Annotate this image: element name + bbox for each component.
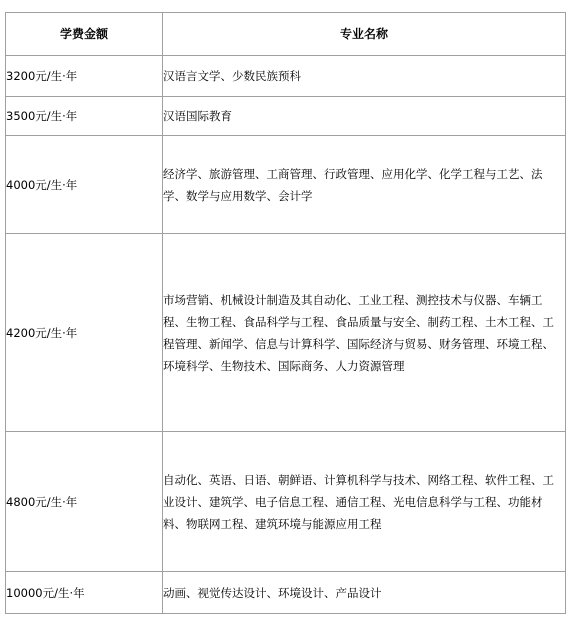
table-row <box>6 97 566 136</box>
fee-cell: 4000元/生·年 <box>6 136 163 234</box>
major-cell: 汉语言文学、少数民族预科 <box>163 56 566 97</box>
table-row <box>6 234 566 432</box>
header-major: 专业名称 <box>163 13 566 56</box>
fee-cell: 4800元/生·年 <box>6 432 163 572</box>
header-fee: 学费金额 <box>6 13 163 56</box>
fee-cell: 10000元/生·年 <box>6 572 163 614</box>
table-row <box>6 432 566 572</box>
tuition-table <box>5 12 566 614</box>
fee-cell: 3500元/生·年 <box>6 97 163 136</box>
table-header-row <box>6 13 566 56</box>
major-cell: 经济学、旅游管理、工商管理、行政管理、应用化学、化学工程与工艺、法学、数学与应用数学、会计学 <box>163 136 566 234</box>
major-cell: 动画、视觉传达设计、环境设计、产品设计 <box>163 572 566 614</box>
major-cell: 汉语国际教育 <box>163 97 566 136</box>
fee-cell: 4200元/生·年 <box>6 234 163 432</box>
table-row <box>6 136 566 234</box>
table-row <box>6 572 566 614</box>
major-cell: 市场营销、机械设计制造及其自动化、工业工程、测控技术与仪器、车辆工程、生物工程、食品科学与工程、食品质量与安全、制药工程、土木工程、工程管理、新闻学、信息与计算科学、国际经济与贸易、财务管理、环境工程、环境科学、生物技术、国际商务、人力资源管理 <box>163 234 566 432</box>
table-row <box>6 56 566 97</box>
fee-cell: 3200元/生·年 <box>6 56 163 97</box>
major-cell: 自动化、英语、日语、朝鲜语、计算机科学与技术、网络工程、软件工程、工业设计、建筑学、电子信息工程、通信工程、光电信息科学与工程、功能材料、物联网工程、建筑环境与能源应用工程 <box>163 432 566 572</box>
